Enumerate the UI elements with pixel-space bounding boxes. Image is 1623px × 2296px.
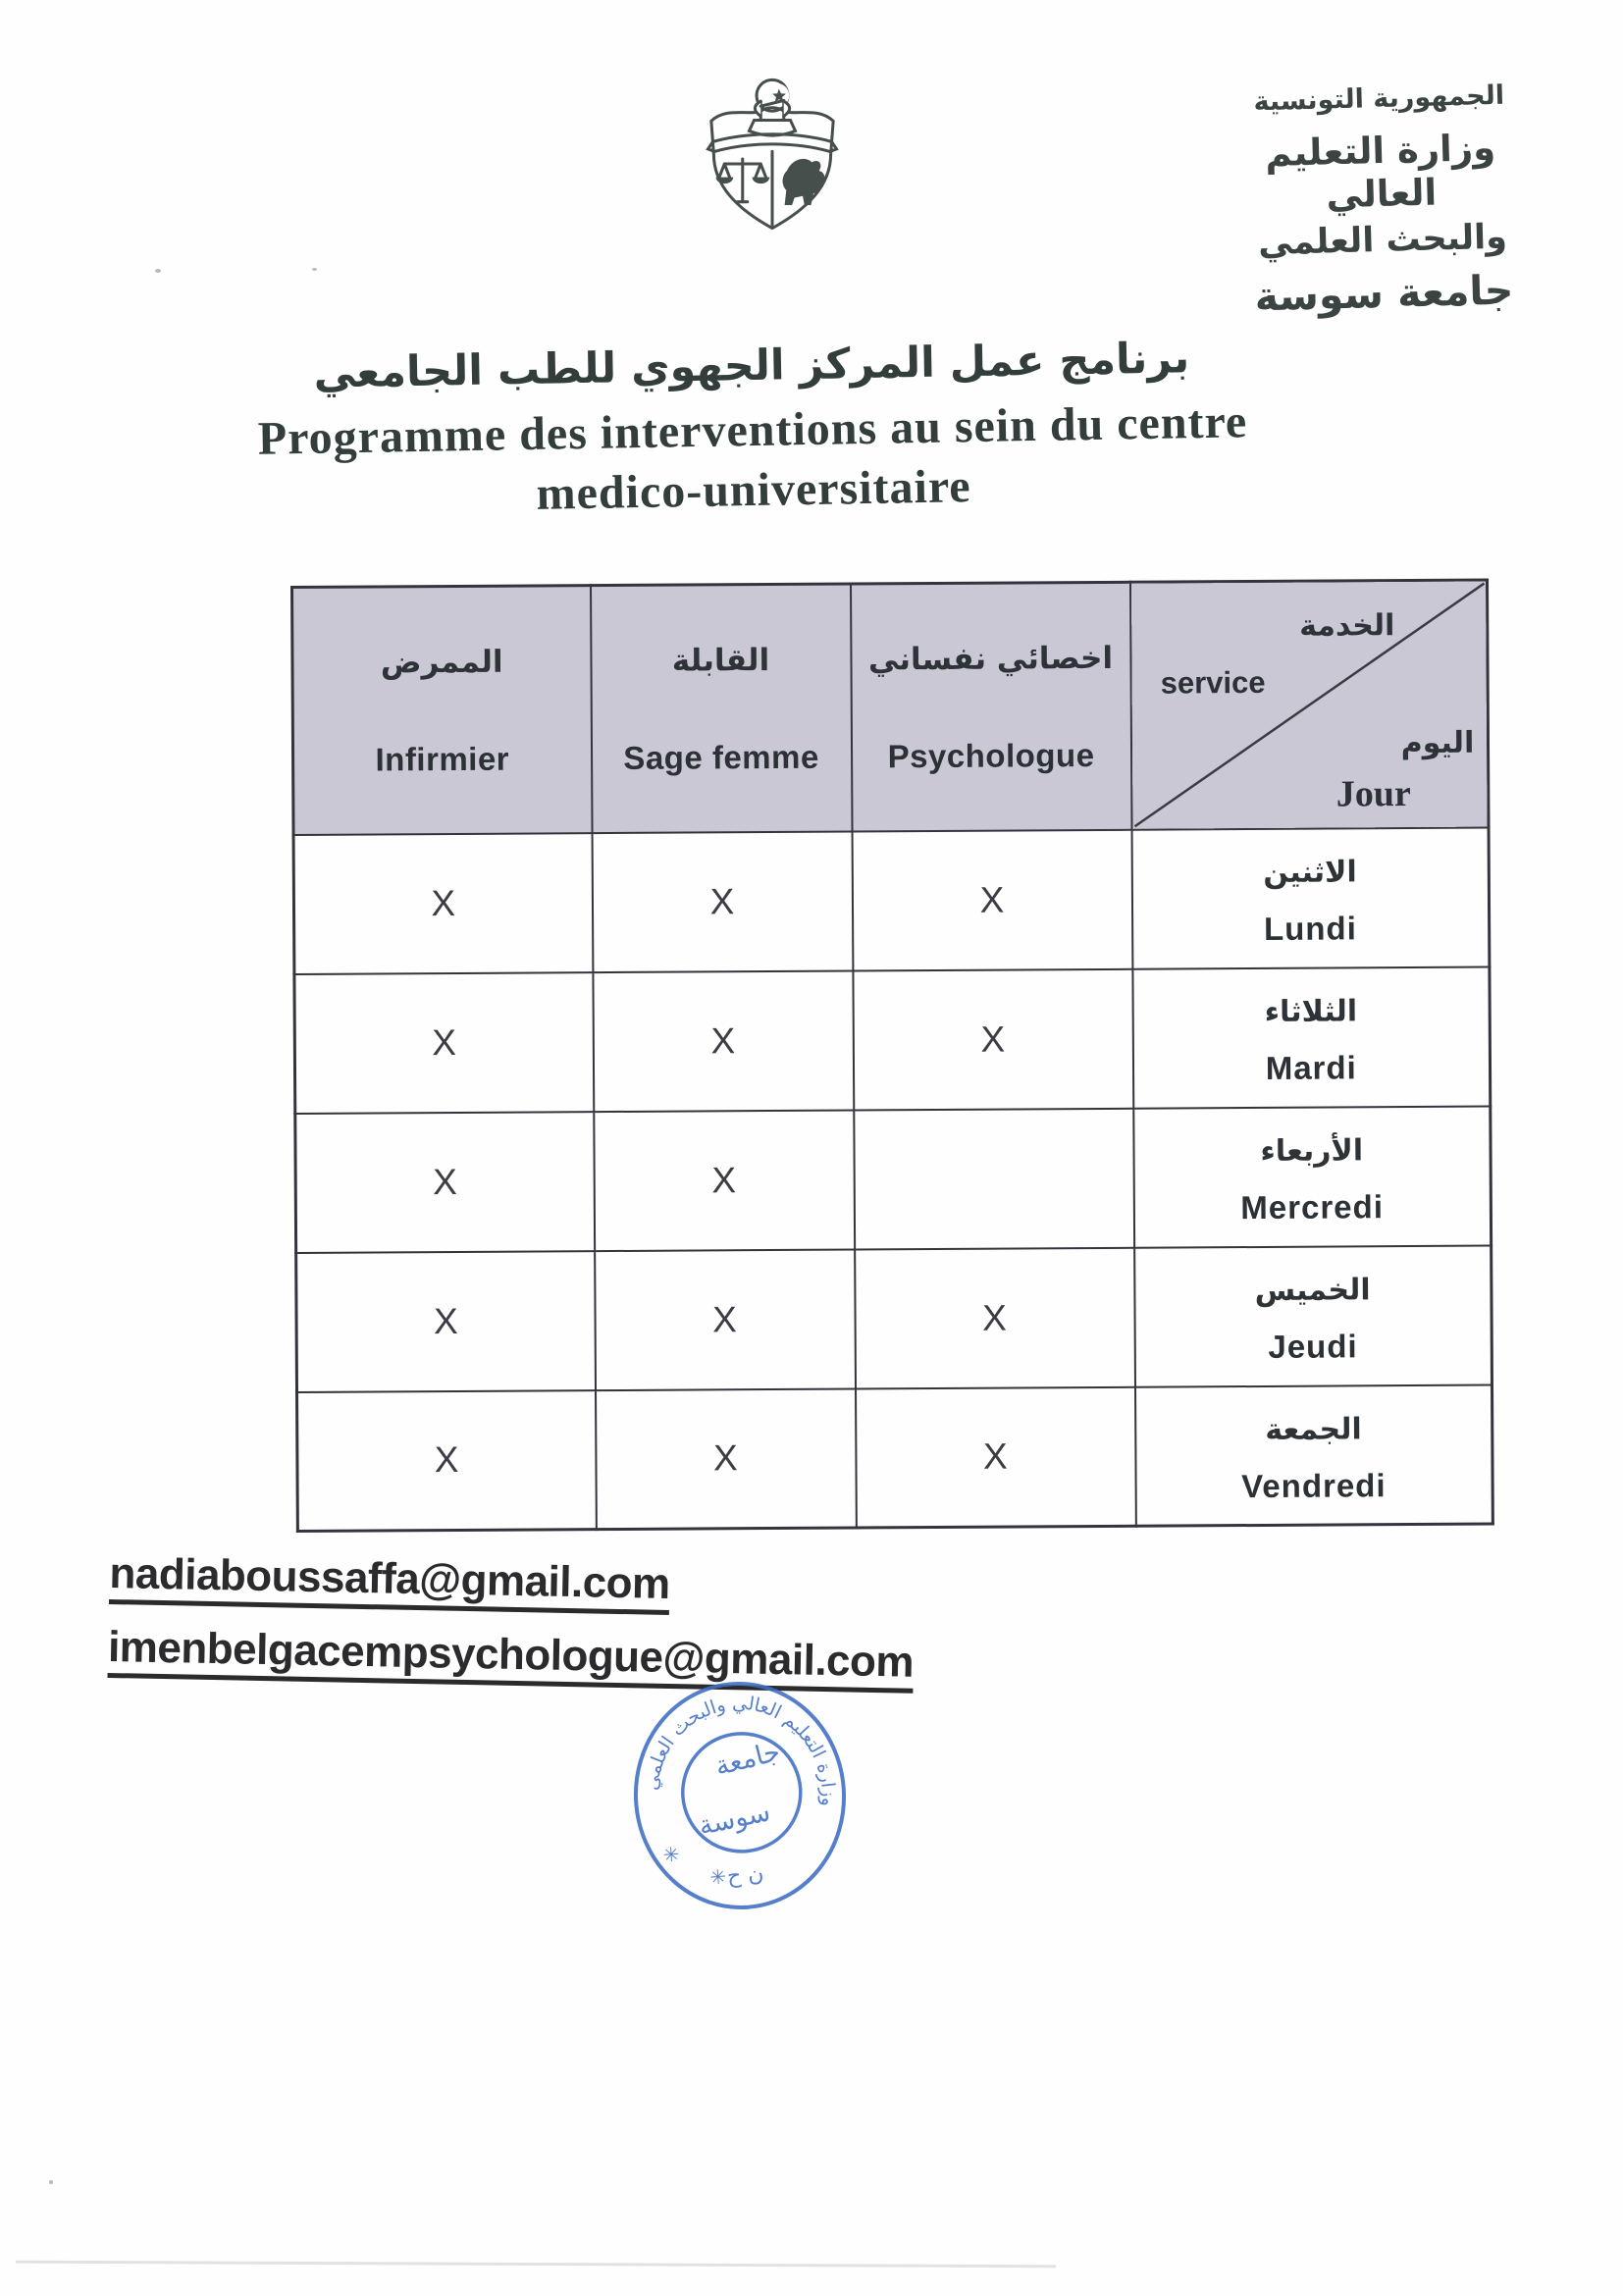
day-name-french: Vendredi — [1241, 1466, 1387, 1504]
x-mark: X — [853, 968, 1133, 1110]
university-round-stamp-icon — [622, 1670, 858, 1920]
document-title — [0, 325, 1506, 532]
contact-emails — [108, 1550, 916, 1694]
email-address-psychologist: imenbelgacempsychologue@gmail.com — [108, 1624, 915, 1694]
university-name: جامعة سوسة — [1253, 266, 1514, 321]
column-header-infirmier — [292, 586, 593, 835]
x-mark: X — [295, 1112, 595, 1253]
svg-text:جامعة: جامعة — [711, 1736, 784, 1783]
svg-text:✳: ✳ — [708, 1864, 727, 1890]
x-mark: X — [856, 1386, 1136, 1528]
column-header-french: Psychologue — [887, 736, 1095, 775]
day-cell — [1134, 1245, 1492, 1386]
x-mark: X — [294, 972, 594, 1114]
scan-speck — [49, 2180, 53, 2184]
x-mark: X — [852, 829, 1132, 970]
title-arabic: برنامج عمل المركز الجهوي للطب الجامعي — [313, 334, 1190, 398]
x-mark: X — [593, 970, 854, 1112]
day-cell — [1131, 827, 1490, 968]
schedule-table — [290, 579, 1494, 1533]
scan-speck — [312, 268, 317, 271]
corner-service-arabic: الخدمة — [1299, 608, 1395, 644]
corner-service-french: service — [1160, 664, 1266, 701]
day-name-french: Jeudi — [1268, 1327, 1358, 1365]
republic-line: الجمهورية التونسية — [1253, 79, 1505, 118]
x-mark: X — [596, 1388, 857, 1530]
column-header-arabic: اخصائي نفساني — [867, 640, 1114, 678]
x-mark: X — [594, 1110, 855, 1251]
scan-speck — [155, 269, 161, 273]
x-mark: X — [595, 1249, 856, 1390]
email-address-nurse: nadiaboussaffa@gmail.com — [109, 1550, 670, 1615]
day-name-arabic: الثلاثاء — [1264, 993, 1358, 1029]
table-row-mardi — [294, 966, 1491, 1113]
column-header-french: Sage femme — [623, 738, 819, 776]
svg-text:سوسة: سوسة — [696, 1797, 773, 1842]
ministry-line-1: وزارة التعليم العالي — [1264, 126, 1496, 217]
column-header-sage-femme — [591, 584, 853, 833]
column-header-arabic: القابلة — [671, 643, 770, 679]
day-cell — [1132, 966, 1491, 1108]
title-french-line1: Programme des interventions au sein du centre — [257, 395, 1248, 465]
day-name-arabic: الأربعاء — [1260, 1132, 1364, 1169]
column-header-french: Infirmier — [375, 740, 510, 778]
day-name-french: Mercredi — [1240, 1187, 1385, 1226]
table-header-row — [292, 580, 1490, 834]
day-name-arabic: الجمعة — [1265, 1411, 1362, 1447]
scanner-streak — [16, 2261, 1056, 2269]
x-mark: X — [592, 831, 853, 972]
column-header-psychologue — [850, 582, 1131, 831]
table-row-lundi — [293, 827, 1490, 973]
day-name-arabic: الخميس — [1254, 1272, 1371, 1308]
svg-text:✳: ✳ — [661, 1842, 681, 1867]
ministry-line-2: والبحث العلمي — [1257, 217, 1508, 264]
table-row-vendredi — [297, 1384, 1493, 1531]
column-header-arabic: الممرض — [380, 644, 503, 681]
x-mark: X — [296, 1251, 596, 1392]
tunisia-coat-of-arms-icon — [690, 77, 855, 241]
day-name-french: Mardi — [1265, 1048, 1357, 1086]
x-mark: X — [855, 1247, 1135, 1388]
government-header — [1202, 78, 1561, 322]
svg-text:ن ح: ن ح — [726, 1861, 765, 1890]
corner-header-cell — [1129, 580, 1489, 829]
table-row-jeudi — [296, 1245, 1492, 1391]
day-cell — [1133, 1106, 1492, 1247]
day-name-french: Lundi — [1263, 909, 1357, 947]
corner-day-arabic: اليوم — [1400, 725, 1475, 761]
x-mark: X — [293, 833, 593, 974]
table-row-mercredi — [295, 1106, 1492, 1252]
day-name-arabic: الاثنين — [1263, 854, 1357, 890]
day-cell — [1135, 1384, 1493, 1526]
svg-text:وزارة التعليم العالي والبحث ال: وزارة التعليم العالي والبحث العلمي — [640, 1692, 840, 1807]
x-mark: X — [297, 1390, 597, 1532]
x-mark-empty — [854, 1108, 1134, 1249]
title-french-line2: medico-universitaire — [536, 460, 972, 520]
corner-day-french: Jour — [1335, 773, 1411, 815]
